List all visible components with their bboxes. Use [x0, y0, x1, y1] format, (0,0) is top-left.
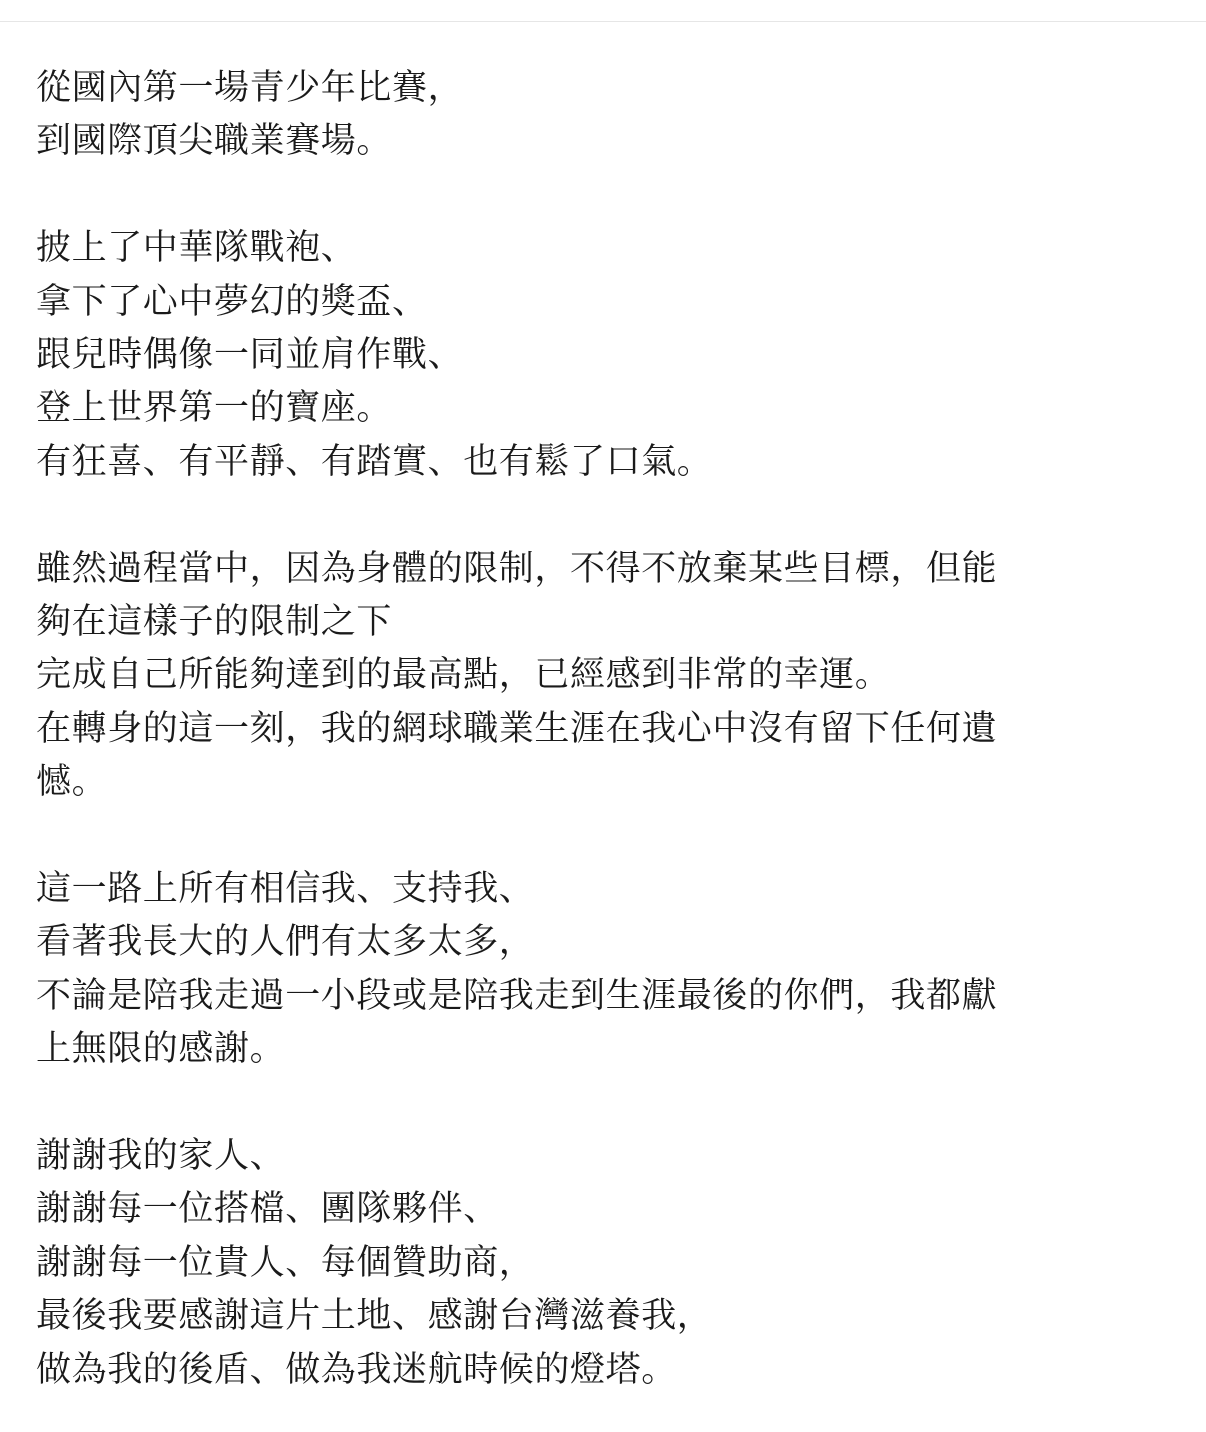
paragraph — [36, 62, 1176, 169]
text-line: 不論是陪我走過一小段或是陪我走到生涯最後的你們，我都獻 — [36, 975, 998, 1016]
text-line: 最後我要感謝這片土地、感謝台灣滋養我， — [36, 1296, 713, 1337]
text-line: 跟兒時偶像一同並肩作戰、 — [36, 335, 464, 376]
text-line: 披上了中華隊戰袍、 — [36, 228, 357, 269]
text-line: 有狂喜、有平靜、有踏實、也有鬆了口氣。 — [36, 441, 713, 482]
text-line: 看著我長大的人們有太多太多， — [36, 922, 535, 963]
paragraph — [36, 863, 1176, 1077]
text-line: 在轉身的這一刻，我的網球職業生涯在我心中沒有留下任何遺 — [36, 708, 998, 749]
text-line: 謝謝每一位貴人、每個贊助商， — [36, 1242, 535, 1283]
text-line: 雖然過程當中，因為身體的限制，不得不放棄某些目標，但能 — [36, 548, 998, 589]
text-line: 夠在這樣子的限制之下 — [36, 602, 393, 643]
post-body — [36, 62, 1176, 1397]
paragraph — [36, 543, 1176, 810]
paragraph-gap — [36, 169, 1176, 222]
text-line: 到國際頂尖職業賽場。 — [36, 121, 393, 162]
text-line: 完成自己所能夠達到的最高點，已經感到非常的幸運。 — [36, 655, 891, 696]
text-line: 謝謝每一位搭檔、團隊夥伴、 — [36, 1189, 499, 1230]
text-line: 從國內第一場青少年比賽， — [36, 68, 464, 108]
text-line: 這一路上所有相信我、支持我、 — [36, 869, 535, 910]
paragraph — [36, 222, 1176, 489]
text-line: 憾。 — [36, 762, 108, 803]
top-divider — [0, 0, 1206, 22]
paragraph-gap — [36, 1077, 1176, 1130]
text-line: 拿下了心中夢幻的獎盃、 — [36, 281, 428, 322]
paragraph-gap — [36, 810, 1176, 863]
paragraph-gap — [36, 489, 1176, 542]
text-line: 上無限的感謝。 — [36, 1029, 286, 1070]
text-line: 登上世界第一的寶座。 — [36, 388, 393, 429]
text-line: 謝謝我的家人、 — [36, 1136, 286, 1177]
text-line: 做為我的後盾、做為我迷航時候的燈塔。 — [36, 1349, 677, 1390]
paragraph — [36, 1130, 1176, 1397]
